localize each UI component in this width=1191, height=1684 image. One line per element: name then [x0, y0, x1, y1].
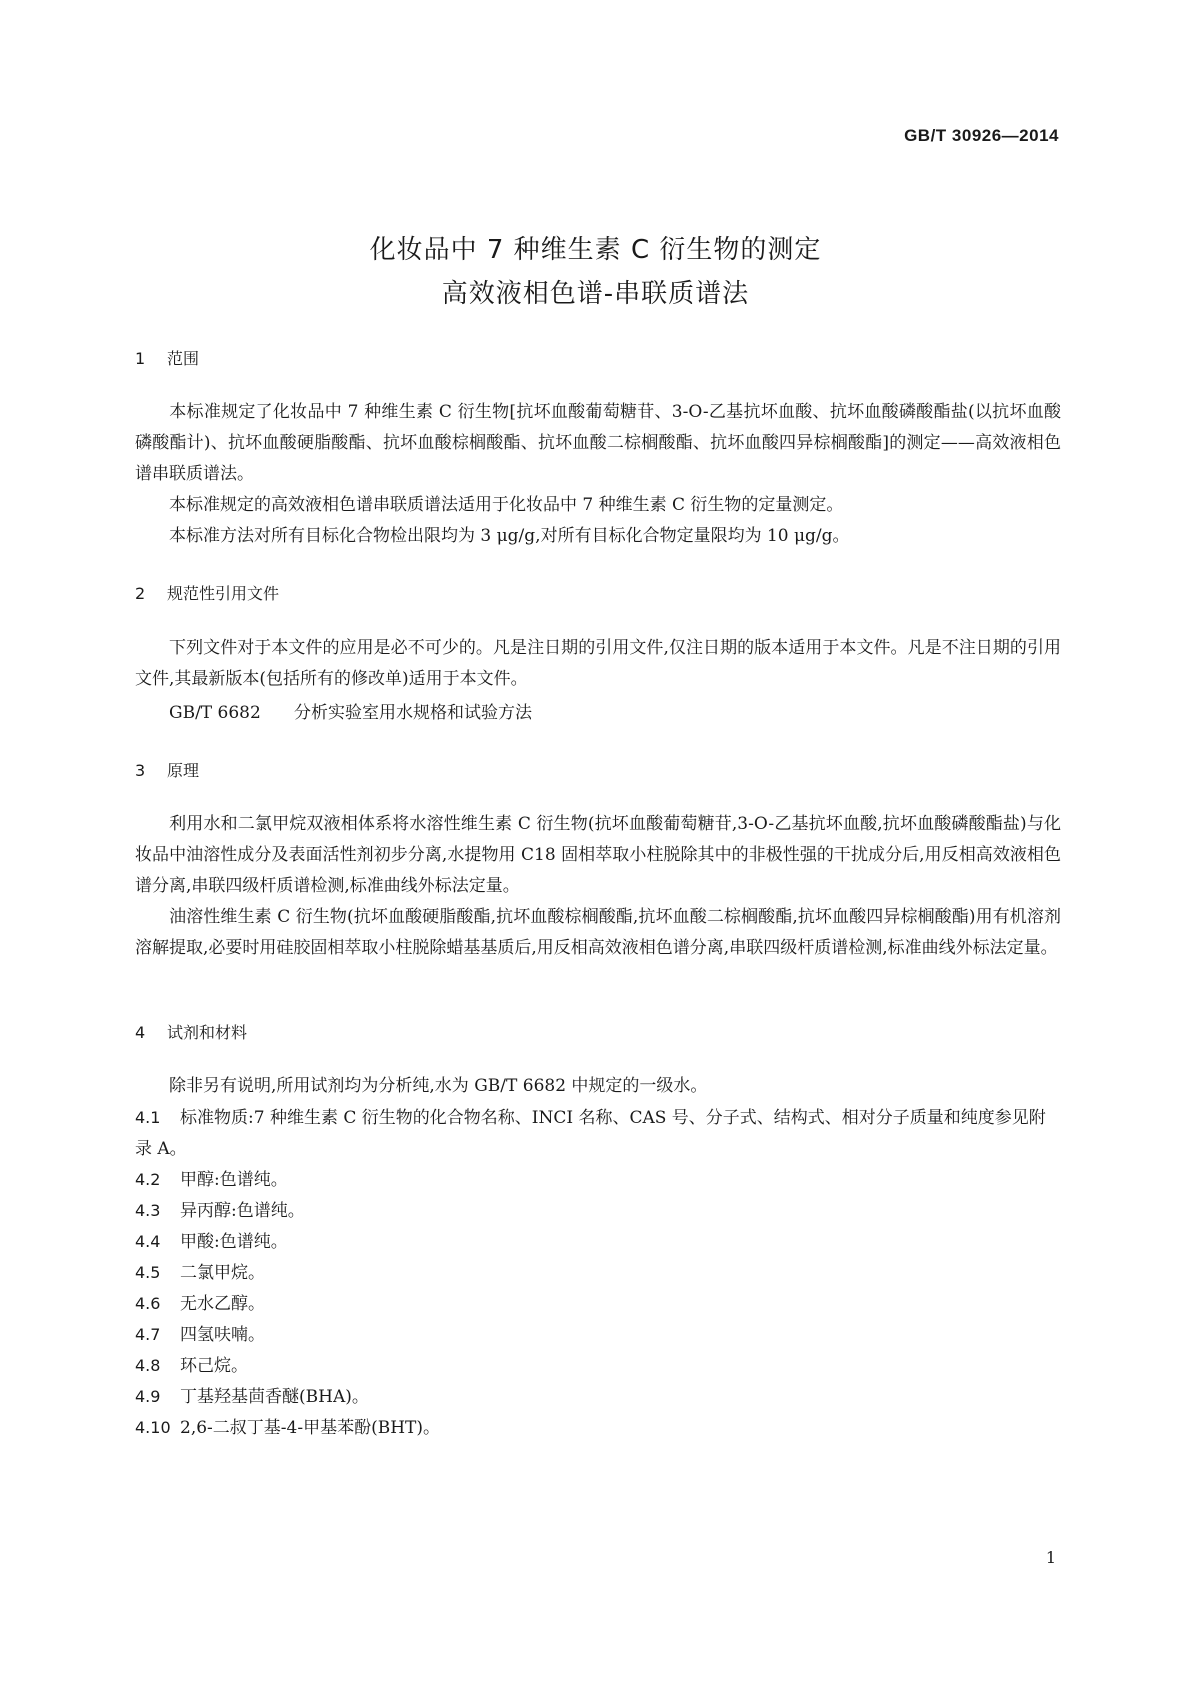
section-3-heading	[135, 758, 199, 781]
item-number: 4.8	[135, 1356, 161, 1375]
section-1-heading	[135, 346, 199, 369]
item-text: 甲酸:色谱纯。	[180, 1232, 288, 1252]
item-text: 四氢呋喃。	[180, 1325, 265, 1345]
item-number: 4.2	[135, 1170, 161, 1189]
list-item	[135, 1257, 265, 1289]
item-number: 4.4	[135, 1232, 161, 1251]
section-2-paragraph-1: 下列文件对于本文件的应用是必不可少的。凡是注日期的引用文件,仅注日期的版本适用于本文件。凡是不注日期的引用文件,其最新版本(包括所有的修改单)适用于本文件。	[135, 638, 1061, 689]
normative-reference	[169, 698, 532, 723]
item-text: 二氯甲烷。	[180, 1263, 265, 1283]
section-title: 试剂和材料	[167, 1023, 248, 1042]
page-number: 1	[1045, 1548, 1056, 1567]
item-number: 4.1	[135, 1108, 161, 1127]
item-number: 4.3	[135, 1201, 161, 1220]
section-4-heading	[135, 1020, 247, 1043]
section-number: 2	[135, 584, 146, 603]
list-item	[135, 1226, 288, 1258]
section-title: 原理	[167, 761, 200, 780]
section-number: 3	[135, 761, 146, 780]
list-item	[135, 1412, 440, 1444]
item-text: 2,6-二叔丁基-4-甲基苯酚(BHT)。	[180, 1418, 441, 1438]
list-item	[135, 1288, 265, 1320]
section-3-paragraph-2: 油溶性维生素 C 衍生物(抗坏血酸硬脂酸酯,抗坏血酸棕榈酸酯,抗坏血酸二棕榈酸酯,抗坏血酸四异棕榈酸酯)用有机溶剂溶解提取,必要时用硅胶固相萃取小柱脱除蜡基基质后,用反相高效液相色谱分离,串联四级杆质谱检测,标准曲线外标法定量。	[135, 907, 1061, 958]
section-1-paragraph-2: 本标准规定的高效液相色谱串联质谱法适用于化妆品中 7 种维生素 C 衍生物的定量测定。	[169, 495, 844, 515]
list-item	[135, 1381, 369, 1413]
reference-title: 分析实验室用水规格和试验方法	[294, 703, 532, 723]
item-text: 甲醇:色谱纯。	[180, 1170, 288, 1190]
document-title-line2: 高效液相色谱-串联质谱法	[441, 279, 750, 309]
section-number: 4	[135, 1023, 146, 1042]
section-2-heading	[135, 581, 279, 604]
item-text: 丁基羟基茴香醚(BHA)。	[180, 1387, 369, 1407]
standard-code: GB/T 30926—2014	[904, 126, 1059, 145]
list-item	[135, 1319, 265, 1351]
section-title: 范围	[167, 349, 200, 368]
section-title: 规范性引用文件	[167, 584, 280, 603]
reference-code: GB/T 6682	[169, 703, 261, 723]
item-text: 标准物质:7 种维生素 C 衍生物的化合物名称、INCI 名称、CAS 号、分子式、结构式、相对分子质量和纯度参见附录 A。	[135, 1108, 1046, 1159]
item-number: 4.10	[135, 1418, 171, 1437]
list-item	[135, 1350, 248, 1382]
list-item	[135, 1102, 1061, 1165]
section-1-paragraph-3: 本标准方法对所有目标化合物检出限均为 3 μg/g,对所有目标化合物定量限均为 10 μg/g。	[169, 526, 850, 546]
item-text: 异丙醇:色谱纯。	[180, 1201, 305, 1221]
item-number: 4.9	[135, 1387, 161, 1406]
item-number: 4.6	[135, 1294, 161, 1313]
list-item	[135, 1164, 288, 1196]
section-number: 1	[135, 349, 146, 368]
item-text: 环己烷。	[180, 1356, 248, 1376]
document-title-line1: 化妆品中 7 种维生素 C 衍生物的测定	[369, 235, 822, 265]
item-text: 无水乙醇。	[180, 1294, 265, 1314]
list-item	[135, 1195, 305, 1227]
item-number: 4.5	[135, 1263, 161, 1282]
section-1-paragraph-1: 本标准规定了化妆品中 7 种维生素 C 衍生物[抗坏血酸葡萄糖苷、3-O-乙基抗坏血酸、抗坏血酸磷酸酯盐(以抗坏血酸磷酸酯计)、抗坏血酸硬脂酸酯、抗坏血酸棕榈酸酯、抗坏血酸二棕榈酸酯、抗坏血酸四异棕榈酸酯]的测定——高效液相色谱串联质谱法。	[135, 402, 1061, 484]
item-number: 4.7	[135, 1325, 161, 1344]
section-3-paragraph-1: 利用水和二氯甲烷双液相体系将水溶性维生素 C 衍生物(抗坏血酸葡萄糖苷,3-O-乙基抗坏血酸,抗坏血酸磷酸酯盐)与化妆品中油溶性成分及表面活性剂初步分离,水提物用 C18 固相萃取小柱脱除其中的非极性强的干扰成分后,用反相高效液相色谱分离,串联四级杆质谱检测,标准曲线外标法定量。	[135, 814, 1061, 896]
section-4-intro: 除非另有说明,所用试剂均为分析纯,水为 GB/T 6682 中规定的一级水。	[169, 1076, 708, 1096]
